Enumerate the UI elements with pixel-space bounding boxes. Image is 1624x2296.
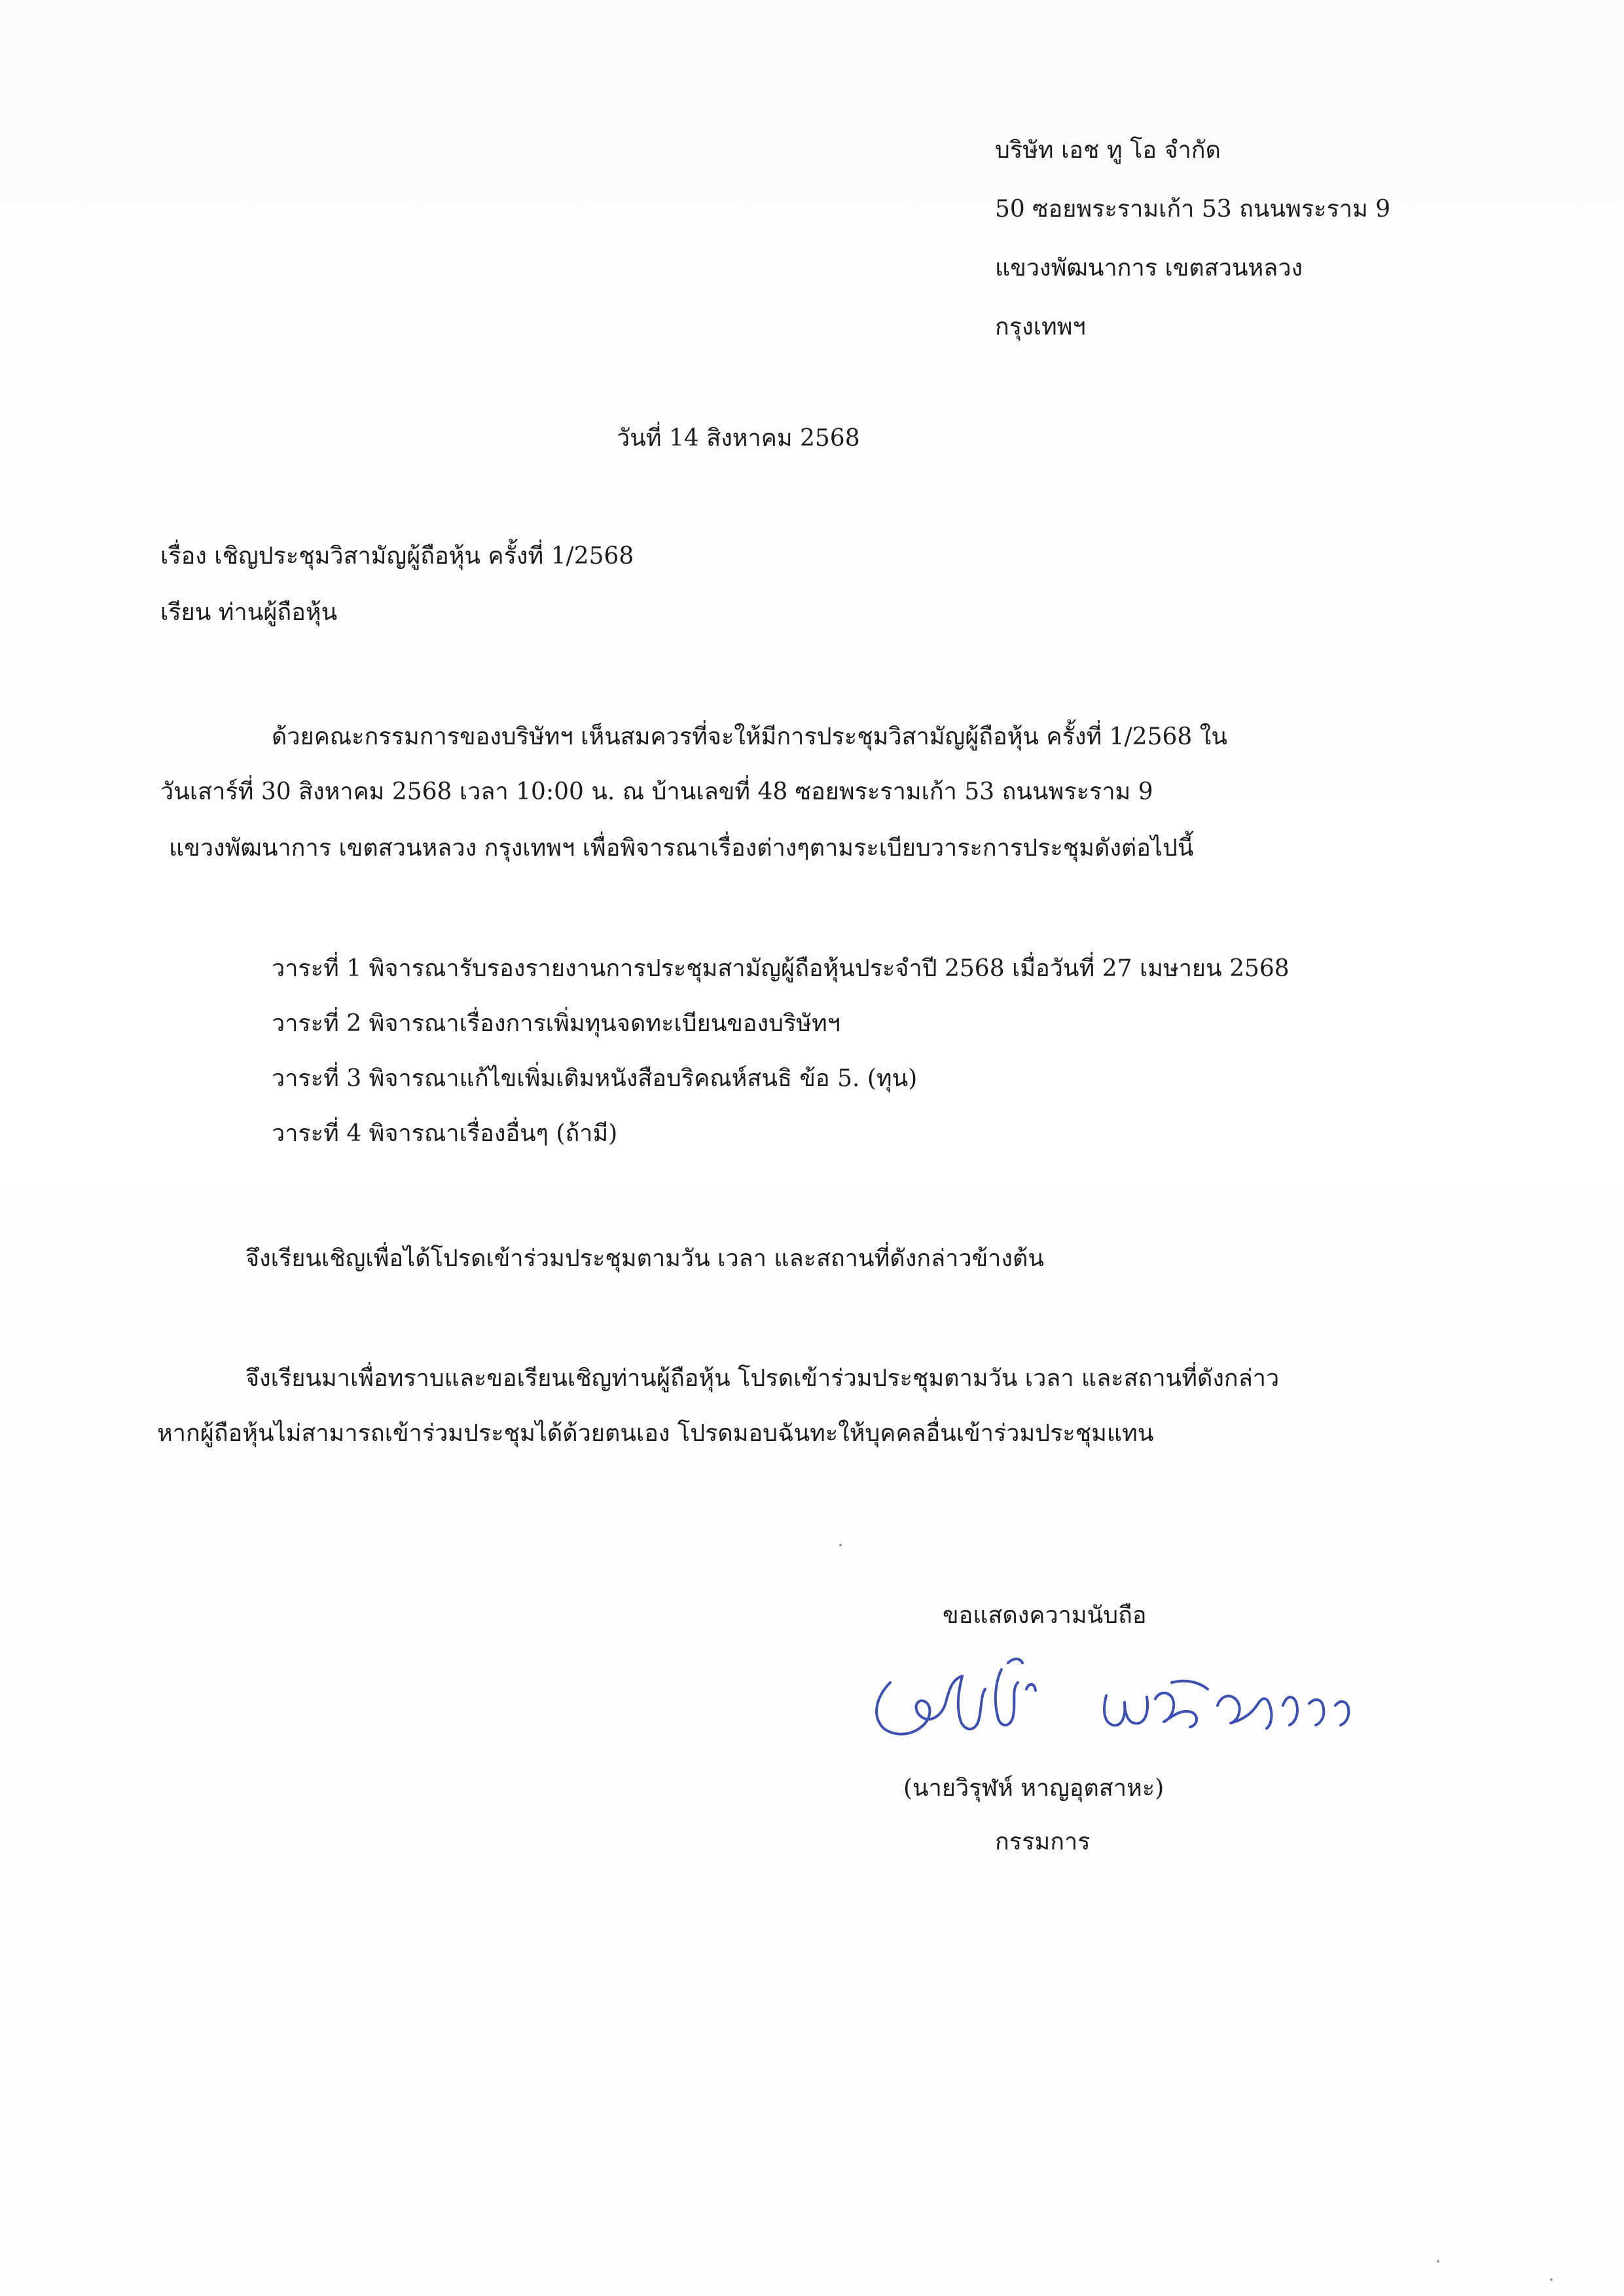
address-line-3: กรุงเทพฯ bbox=[995, 314, 1086, 340]
paragraph-1-line-2: วันเสาร์ที่ 30 สิงหาคม 2568 เวลา 10:00 น. ณ บ้านเลขที่ 48 ซอยพระรามเก้า 53 ถนนพระราม 9 bbox=[160, 778, 1153, 805]
agenda-item: วาระที่ 2 พิจารณาเรื่องการเพิ่มทุนจดทะเบียนของบริษัทฯ bbox=[272, 1010, 840, 1037]
scan-speck bbox=[1437, 2260, 1439, 2263]
agenda-item: วาระที่ 3 พิจารณาแก้ไขเพิ่มเติมหนังสือบริคณห์สนธิ ข้อ 5. (ทุน) bbox=[272, 1065, 918, 1092]
paragraph-1-line-3: แขวงพัฒนาการ เขตสวนหลวง กรุงเทพฯ เพื่อพิจารณาเรื่องต่างๆตามระเบียบวาระการประชุมดังต่อไปนี้ bbox=[169, 835, 1194, 862]
handwritten-signature bbox=[864, 1643, 1375, 1774]
paragraph-3-line-2: หากผู้ถือหุ้นไม่สามารถเข้าร่วมประชุมได้ด้วยตนเอง โปรดมอบฉันทะให้บุคคลอื่นเข้าร่วมประชุมแทน bbox=[157, 1420, 1154, 1447]
scan-speck bbox=[839, 1544, 842, 1546]
company-name: บริษัท เอช ทู โอ จำกัด bbox=[995, 137, 1221, 164]
address-line-2: แขวงพัฒนาการ เขตสวนหลวง bbox=[995, 255, 1303, 282]
paragraph-3-line-1: จึงเรียนมาเพื่อทราบและขอเรียนเชิญท่านผู้ถือหุ้น โปรดเข้าร่วมประชุมตามวัน เวลา และสถานที่ดังกล่าว bbox=[245, 1365, 1280, 1392]
subject-line: เรื่อง เชิญประชุมวิสามัญผู้ถือหุ้น ครั้งที่ 1/2568 bbox=[160, 543, 634, 570]
address-line-1: 50 ซอยพระรามเก้า 53 ถนนพระราม 9 bbox=[995, 196, 1391, 223]
paragraph-2: จึงเรียนเชิญเพื่อได้โปรดเข้าร่วมประชุมตามวัน เวลา และสถานที่ดังกล่าวข้างต้น bbox=[245, 1245, 1044, 1272]
recipient-line: เรียน ท่านผู้ถือหุ้น bbox=[160, 599, 338, 626]
paragraph-1-line-1: ด้วยคณะกรรมการของบริษัทฯ เห็นสมควรที่จะให้มีการประชุมวิสามัญผู้ถือหุ้น ครั้งที่ 1/2568 ใน bbox=[272, 723, 1227, 750]
letter-date: วันที่ 14 สิงหาคม 2568 bbox=[617, 425, 860, 452]
agenda-item: วาระที่ 1 พิจารณารับรองรายงานการประชุมสามัญผู้ถือหุ้นประจำปี 2568 เมื่อวันที่ 27 เมษายน 2568 bbox=[272, 955, 1290, 982]
signer-title: กรรมการ bbox=[995, 1829, 1091, 1855]
signer-name: (นายวิรุฬห์ หาญอุตสาหะ) bbox=[903, 1775, 1164, 1802]
closing-salutation: ขอแสดงความนับถือ bbox=[943, 1602, 1147, 1629]
agenda-item: วาระที่ 4 พิจารณาเรื่องอื่นๆ (ถ้ามี) bbox=[272, 1120, 618, 1147]
scan-speck bbox=[1550, 2278, 1553, 2281]
